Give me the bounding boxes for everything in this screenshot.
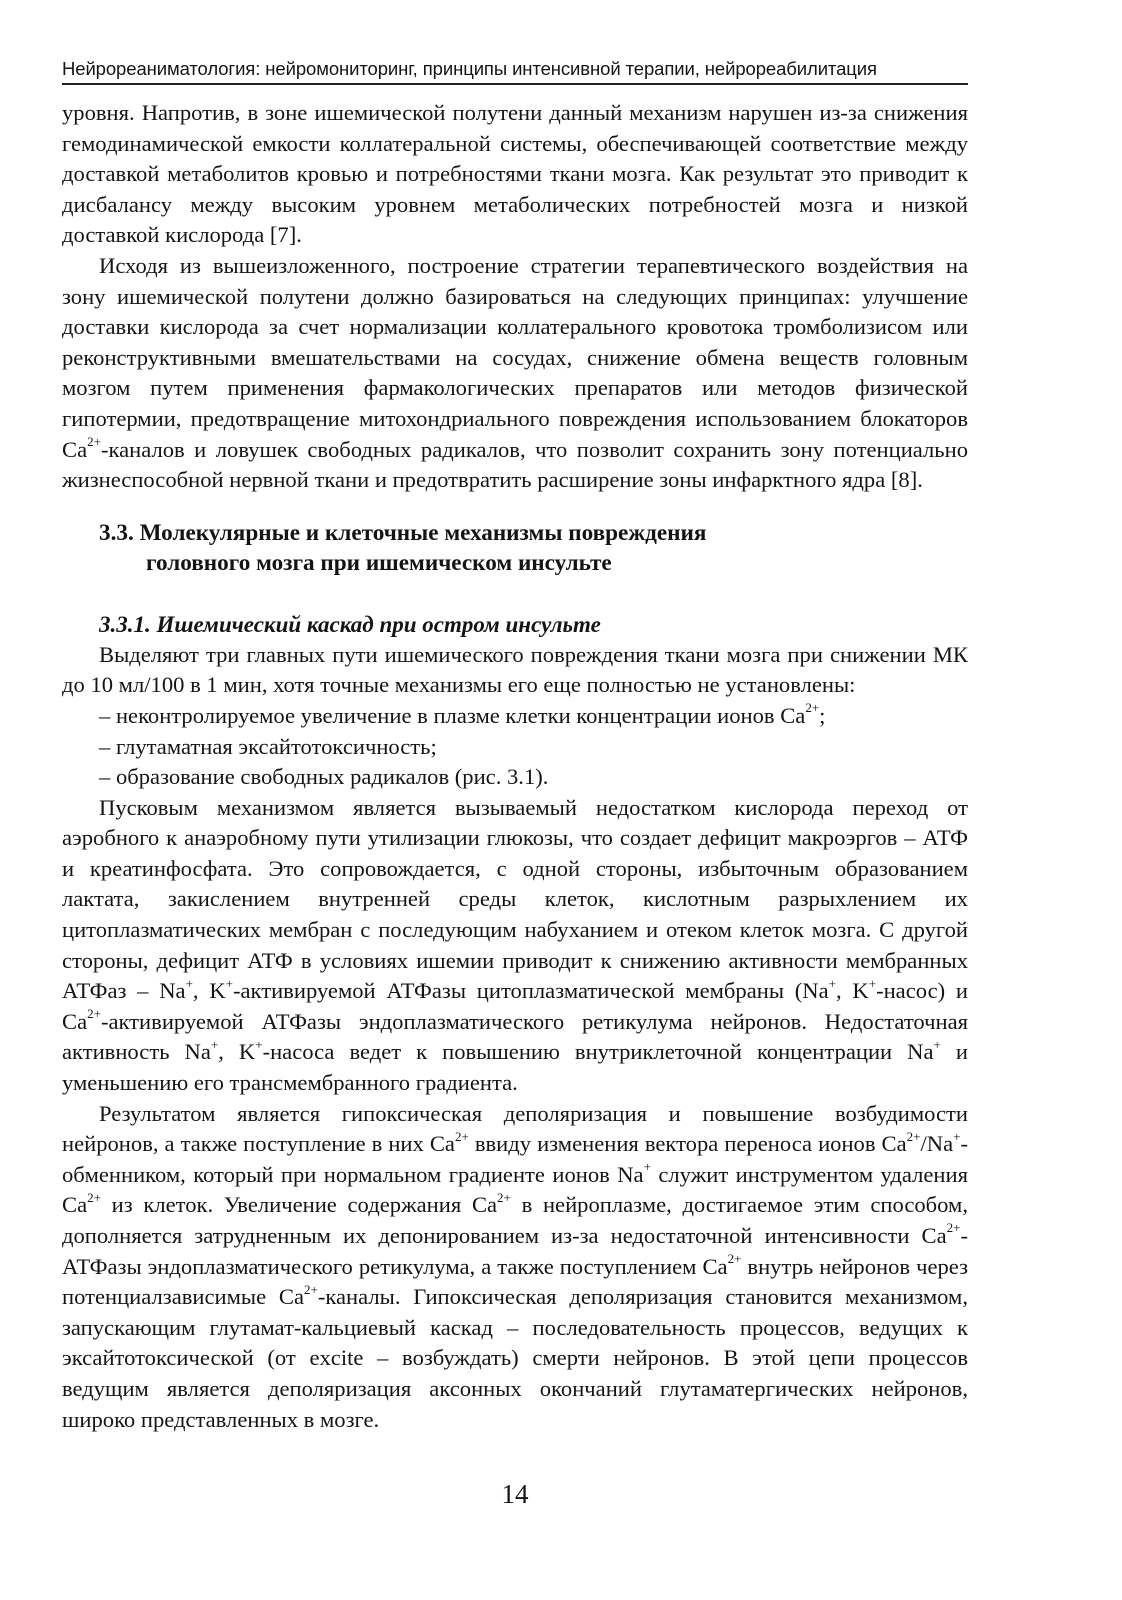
superscript: + [933, 1036, 941, 1052]
text-run: ввиду изменения вектора переноса ионов Ca [468, 1131, 907, 1157]
text-run: /Na [920, 1131, 954, 1157]
text-run: -насос) и Ca [62, 978, 968, 1034]
text-run: внутрь нейронов через потенциалзависимые Ca [62, 1253, 968, 1310]
superscript: + [643, 1159, 651, 1175]
section-heading-line-1: 3.3. Молекулярные и клеточные механизмы повреждения [99, 519, 707, 546]
text-run: ; [819, 702, 826, 728]
superscript: 2+ [727, 1251, 742, 1267]
text-run: -каналы. Гипоксическая деполяризация становится механизмом, запускающим глутамат-кальциевый каскад – последовательность процессов, ведущих к эксайтотоксической (от excite – возбуждать) смерти нейронов. В этой цепи процессов ведущим является деполяризация аксонных окончаний глутаматергических нейронов, широко представленных в мозге. [62, 1284, 968, 1432]
superscript: + [828, 975, 836, 991]
list-item: – образование свободных радикалов (рис. 3.1). [99, 764, 549, 790]
text-run: -насоса ведет к повышению внутриклеточной концентрации Na [262, 1039, 934, 1065]
superscript: 2+ [805, 700, 820, 716]
paragraph-1: уровня. Напротив, в зоне ишемической полутени данный механизм нарушен из-за снижения гемодинамической емкости коллатеральной системы, обеспечивающей соответствие между доставкой метаболитов кровью и потребностями ткани мозга. Как результат это приводит к дисбалансу между высоким уровнем метаболических потребностей мозга и низкой доставкой кислорода [7]. [62, 100, 968, 248]
list-item [62, 701, 968, 732]
text-run: , K [192, 978, 226, 1004]
paragraph-2 [62, 251, 968, 496]
superscript: 2+ [87, 434, 101, 449]
page-number: 14 [501, 1479, 529, 1509]
text-run: , K [836, 978, 869, 1004]
superscript: + [868, 975, 877, 991]
text-run: в нейроплазме, достигаемое этим способом, дополняется затрудненным их депонированием из-за недостаточной интенсивности Ca [62, 1192, 968, 1248]
text-run: Результатом является гипоксическая деполяризация и повышение возбудимости нейронов, а также поступление в них Ca [62, 1100, 968, 1157]
superscript: 2+ [946, 1220, 961, 1236]
paragraph-3: Выделяют три главных пути ишемического повреждения ткани мозга при снижении МК до 10 мл/100 в 1 мин, хотя точные механизмы его еще полностью не установлены: [62, 641, 968, 698]
superscript: 2+ [87, 1006, 101, 1022]
superscript: 2+ [497, 1189, 511, 1205]
text-run: , K [218, 1039, 256, 1065]
text-run: Исходя из вышеизложенного, построение стратегии терапевтического воздействия на зону ишемической полутени должно базироваться на следующих принципах: улучшение доставки кислорода за счет нормализации коллатерального кровотока тромболизисом или реконструктивными вмешательствами на сосудах, снижение обмена веществ головным мозгом путем применения фармакологических препаратов или методов физической гипотермии, предотвращение митохондриального повреждения использованием блокаторов Ca [62, 252, 968, 462]
paragraph-4 [62, 793, 968, 1099]
text-run: и уменьшению его трансмембранного градиента. [62, 1039, 968, 1096]
section-heading [99, 518, 968, 578]
superscript: + [185, 975, 193, 991]
superscript: + [255, 1036, 263, 1052]
superscript: + [225, 975, 233, 991]
text-run: – неконтролируемое увеличение в плазме клетки концентрации ионов Ca [99, 702, 806, 728]
superscript: + [210, 1036, 219, 1052]
page-content [62, 98, 968, 1435]
paragraph-5 [62, 1099, 968, 1436]
text-run: -активируемой АТФазы цитоплазматической мембраны (Na [232, 978, 829, 1004]
text-run: -АТФазы эндоплазматического ретикулума, а также поступлением Ca [62, 1223, 968, 1279]
list-item: – глутаматная эксайтотоксичность; [99, 733, 437, 759]
text-run: -каналов и ловушек свободных радикалов, что позволит сохранить зону потенциально жизнеспособной нервной ткани и предотвратить расширение зоны инфарктного ядра [8]. [62, 436, 968, 493]
text-run: -обменником, который при нормальном градиенте ионов Na [62, 1131, 968, 1187]
running-header: Нейрореаниматология: нейромониторинг, принципы интенсивной терапии, нейрореабилитация [62, 58, 877, 79]
text-run: из клеток. Увеличение содержания Ca [100, 1192, 498, 1218]
subsection-heading: 3.3.1. Ишемический каскад при остром инсульте [99, 611, 601, 637]
superscript: 2+ [906, 1128, 921, 1144]
superscript: 2+ [454, 1128, 469, 1144]
book-page [62, 0, 968, 1600]
section-heading-line-2: головного мозга при ишемическом инсульте [146, 549, 612, 576]
text-run: служит инструментом удаления Ca [62, 1161, 968, 1218]
header-rule [62, 83, 968, 85]
text-run: Пусковым механизмом является вызываемый недостатком кислорода переход от аэробного к анаэробному пути утилизации глюкозы, что создает дефицит макроэргов – АТФ и креатинфосфата. Это сопровождается, с одной стороны, избыточным образованием лактата, закислением внутренней среды клеток, кислотным разрыхлением их цитоплазматических мембран с последующим набуханием и отеком клеток мозга. С другой стороны, дефицит АТФ в условиях ишемии приводит к снижению активности мембранных АТФаз – Na [62, 794, 968, 1004]
superscript: 2+ [304, 1281, 318, 1297]
text-run: -активируемой АТФазы эндоплазматического ретикулума нейронов. Недостаточная активность Na [62, 1008, 968, 1065]
superscript: 2+ [87, 1189, 101, 1205]
superscript: + [953, 1128, 961, 1144]
